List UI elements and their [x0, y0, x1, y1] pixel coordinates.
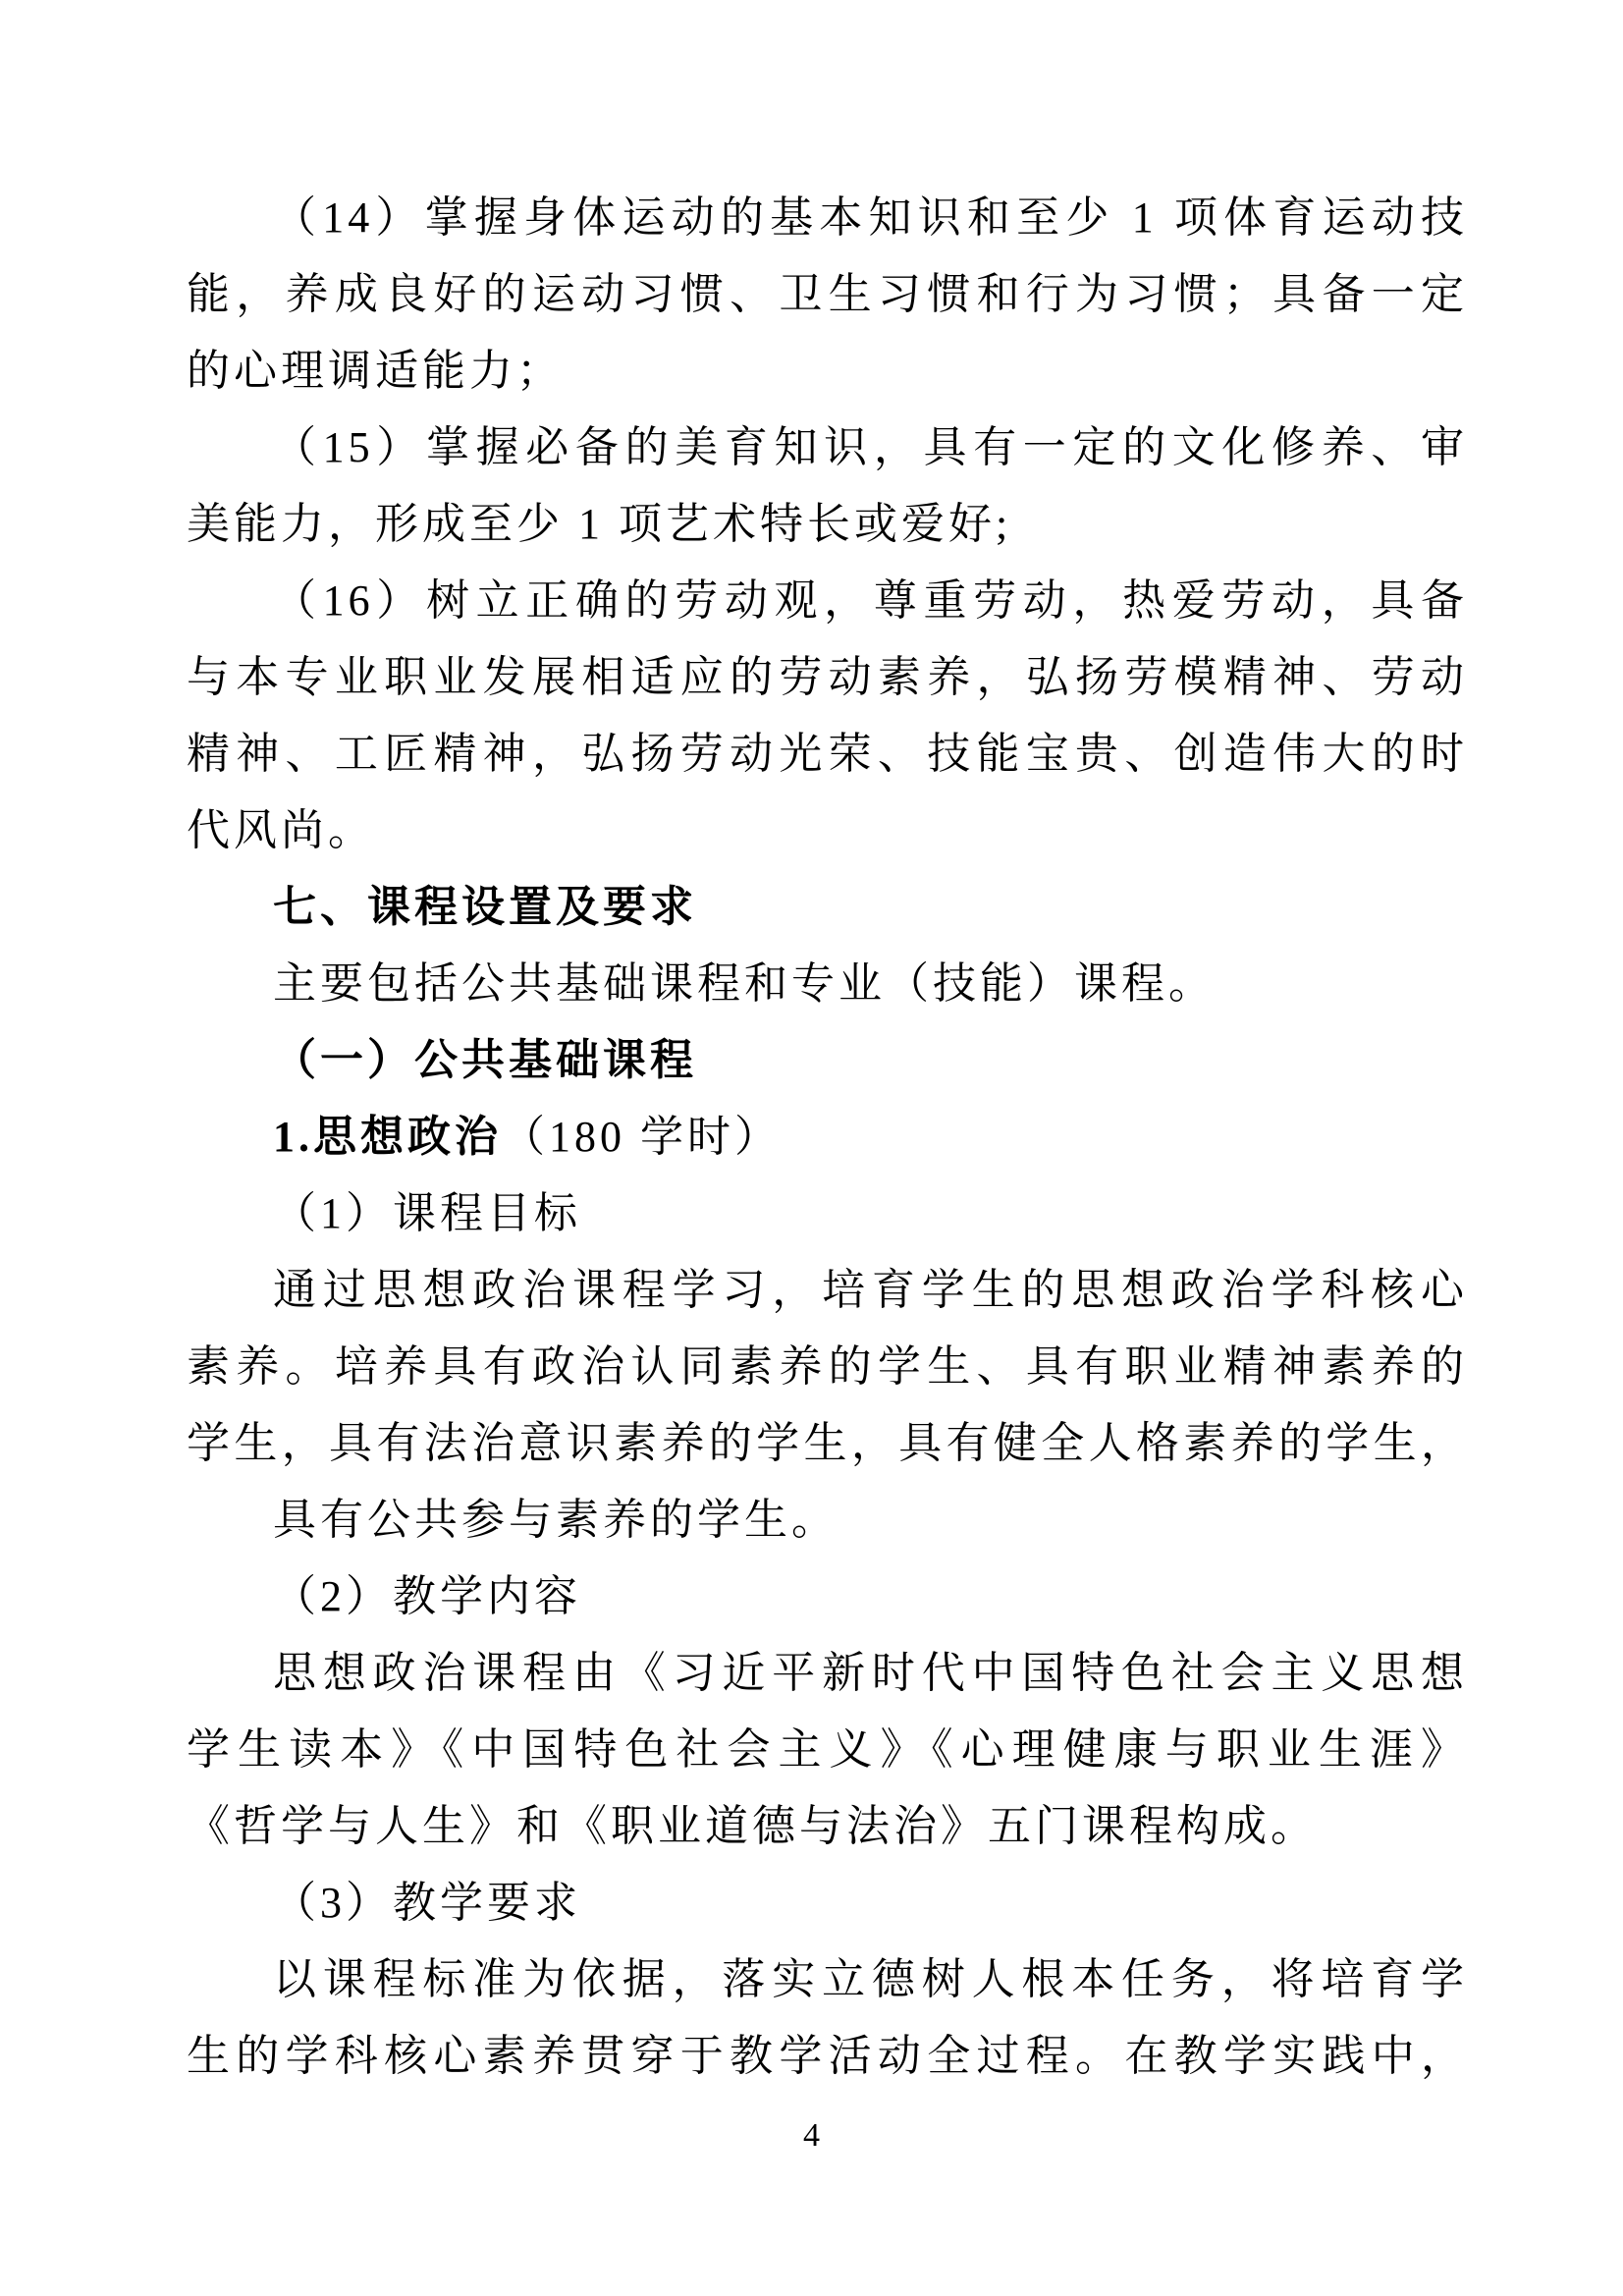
paragraph-14-line-2: 能，养成良好的运动习惯、卫生习惯和行为习惯；具备一定 — [187, 270, 1468, 318]
paragraph-requirements-line-1: 以课程标准为依据，落实立德树人根本任务，将培育学 — [273, 1955, 1468, 2003]
course-1-title: 1.思想政治 — [273, 1113, 502, 1161]
paragraph-requirements-line-2: 生的学科核心素养贯穿于教学活动全过程。在教学实践中， — [187, 2032, 1468, 2080]
paragraph-goal-line-2: 素养。培养具有政治认同素养的学生、具有职业精神素养的 — [187, 1342, 1468, 1391]
paragraph-content-line-1: 思想政治课程由《习近平新时代中国特色社会主义思想 — [273, 1649, 1468, 1697]
paragraph-15-line-2: 美能力，形成至少 1 项艺术特长或爱好; — [187, 500, 1012, 548]
page-number: 4 — [803, 2117, 820, 2154]
paragraph-intro: 主要包括公共基础课程和专业（技能）课程。 — [273, 959, 1216, 1008]
heading-subsection-1: （一）公共基础课程 — [273, 1036, 697, 1084]
heading-section-7: 七、课程设置及要求 — [273, 883, 697, 931]
paragraph-16-line-2: 与本专业职业发展相适应的劳动素养，弘扬劳模精神、劳动 — [187, 653, 1468, 701]
paragraph-goal-line-1: 通过思想政治课程学习，培育学生的思想政治学科核心 — [273, 1266, 1468, 1314]
page-content — [187, 180, 1468, 2095]
paragraph-15-line-1: （15）掌握必备的美育知识，具有一定的文化修养、审 — [273, 423, 1468, 471]
paragraph-16-line-1: （16）树立正确的劳动观，尊重劳动，热爱劳动，具备 — [273, 576, 1468, 625]
heading-course-content: （2）教学内容 — [273, 1572, 581, 1620]
paragraph-goal-line-3: 学生，具有法治意识素养的学生，具有健全人格素养的学生， — [187, 1419, 1468, 1467]
paragraph-content-line-2: 学生读本》《中国特色社会主义》《心理健康与职业生涯》 — [187, 1725, 1468, 1774]
paragraph-14-line-3: 的心理调适能力； — [187, 347, 564, 395]
paragraph-16-line-4: 代风尚。 — [187, 806, 375, 854]
heading-course-requirements: （3）教学要求 — [273, 1879, 581, 1927]
paragraph-content-line-3: 《哲学与人生》和《职业道德与法治》五门课程构成。 — [187, 1802, 1318, 1850]
paragraph-14-line-1: （14）掌握身体运动的基本知识和至少 1 项体育运动技 — [273, 193, 1468, 242]
paragraph-goal-last-line: 具有公共参与素养的学生。 — [273, 1496, 839, 1544]
heading-course-goal: （1）课程目标 — [273, 1189, 581, 1237]
course-1-hours: （180 学时） — [502, 1113, 782, 1161]
course-1-heading — [187, 1099, 1468, 1175]
paragraph-16-line-3: 精神、工匠精神，弘扬劳动光荣、技能宝贵、创造伟大的时 — [187, 730, 1468, 778]
